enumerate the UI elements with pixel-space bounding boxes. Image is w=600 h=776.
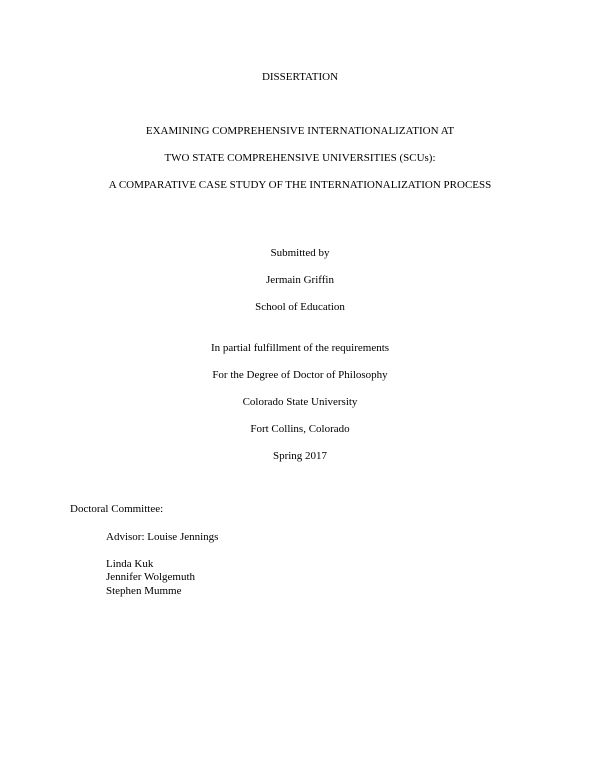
degree-statement: For the Degree of Doctor of Philosophy — [212, 369, 388, 381]
title-line-1: EXAMINING COMPREHENSIVE INTERNATIONALIZATION AT — [145, 125, 455, 137]
author-name: Jermain Griffin — [266, 274, 334, 286]
school-name: School of Education — [255, 301, 345, 313]
document-heading: DISSERTATION — [261, 71, 339, 83]
committee-label: Doctoral Committee: — [70, 503, 164, 515]
committee-advisor: Advisor: Louise Jennings — [106, 531, 219, 543]
committee-member: Jennifer Wolgemuth — [106, 571, 196, 583]
submitted-by-label: Submitted by — [270, 247, 330, 259]
university-location: Fort Collins, Colorado — [250, 423, 350, 435]
title-line-2: TWO STATE COMPREHENSIVE UNIVERSITIES (SCUs): — [164, 152, 436, 164]
committee-member: Linda Kuk — [106, 558, 154, 570]
committee-member: Stephen Mumme — [106, 585, 182, 597]
university-name: Colorado State University — [242, 396, 358, 408]
title-line-3: A COMPARATIVE CASE STUDY OF THE INTERNATIONALIZATION PROCESS — [108, 179, 492, 191]
fulfillment-statement: In partial fulfillment of the requirements — [210, 342, 390, 354]
submission-date: Spring 2017 — [272, 450, 328, 462]
